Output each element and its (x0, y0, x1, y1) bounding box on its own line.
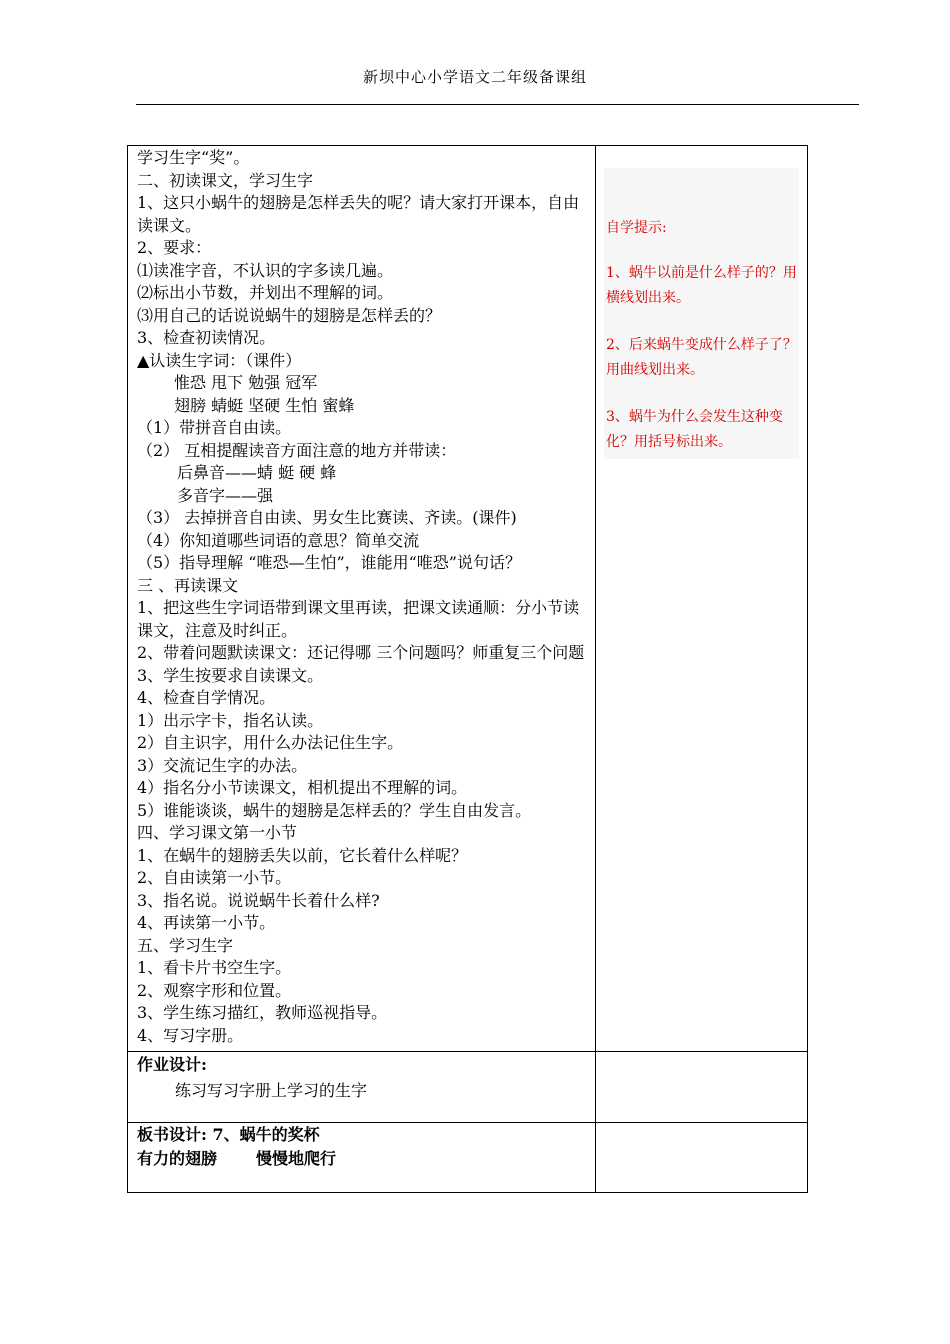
lesson-line: 2、要求： (137, 238, 212, 257)
lesson-line: （2） 互相提醒读音方面注意的地方并带读： (137, 440, 457, 460)
lesson-plan-table (127, 145, 808, 1193)
lesson-line: （5）指导理解 “唯恐—生怕”，谁能用“唯恐”说句话？ (137, 553, 521, 572)
lesson-line: （3） 去掉拼音自由读、男女生比赛读、齐读。(课件) (137, 508, 517, 527)
page-header-title: 新坝中心小学语文二年级备课组 (362, 68, 587, 86)
lesson-line: ⑴读准字音，不认识的字多读几遍。 (137, 260, 394, 280)
lesson-line: 4）指名分小节读课文，相机提出不理解的词。 (137, 778, 468, 797)
hint-title: 自学提示: (606, 220, 667, 236)
lesson-line: 学习生字“奖”。 (137, 148, 250, 167)
lesson-line: ⑵标出小节数，并划出不理解的词。 (137, 283, 394, 302)
lesson-line: ▲认读生字词：（课件） (137, 350, 302, 370)
homework-content: 练习写习字册上学习的生字 (175, 1081, 368, 1100)
lesson-line: 2、带着问题默读课文：还记得哪 三个问题吗？师重复三个问题 (137, 643, 585, 662)
hint-item: 2、后来蜗牛变成什么样子了？用曲线划出来。 (606, 337, 797, 378)
lesson-line: 多音字——强 (177, 485, 274, 505)
lesson-line: 1、这只小蜗牛的翅膀是怎样丢失的呢？请大家打开课本，自由读课文。 (137, 193, 580, 235)
lesson-line: 4、检查自学情况。 (137, 688, 276, 707)
self-study-hints (604, 168, 799, 459)
hint-cell (596, 146, 808, 1052)
lesson-line: 5）谁能谈谈，蜗牛的翅膀是怎样丢的？学生自由发言。 (137, 800, 532, 820)
lesson-line: 五、学习生字 (137, 935, 234, 955)
lesson-line: 三 、再读课文 (137, 575, 239, 595)
lesson-line: 3、指名说。说说蜗牛长着什么样? (137, 890, 380, 910)
board-title: 板书设计: 7、蜗牛的奖杯 (137, 1125, 320, 1144)
lesson-line: 1）出示字卡，指名认读。 (137, 710, 324, 730)
lesson-line: 四、学习课文第一小节 (137, 823, 298, 842)
lesson-line: 二、初读课文，学习生字 (137, 170, 314, 190)
homework-label: 作业设计: (137, 1055, 207, 1074)
hint-item: 1、蜗牛以前是什么样子的？用横线划出来。 (606, 265, 797, 306)
lesson-line: 惟恐 甩下 勉强 冠军 (174, 373, 318, 392)
lesson-line: 1、把这些生字词语带到课文里再读，把课文读通顺：分小节读课文，注意及时纠正。 (137, 598, 580, 640)
lesson-line: 3、检查初读情况。 (137, 328, 276, 347)
lesson-line: 2、观察字形和位置。 (137, 980, 292, 1000)
homework-cell (128, 1052, 596, 1123)
lesson-line: （1）带拼音自由读。 (137, 418, 292, 437)
lesson-line: 1、看卡片书空生字。 (137, 958, 292, 977)
lesson-lines (128, 146, 595, 1051)
lesson-line: 3）交流记生字的办法。 (137, 755, 308, 775)
lesson-row (128, 146, 808, 1052)
homework-row (128, 1052, 808, 1123)
lesson-line: 3、学生练习描红，教师巡视指导。 (137, 1003, 388, 1022)
lesson-line: ⑶用自己的话说说蜗牛的翅膀是怎样丢的？ (137, 305, 442, 325)
lesson-line: 2、自由读第一小节。 (137, 868, 292, 887)
lesson-line: （4）你知道哪些词语的意思？简单交流 (137, 530, 420, 550)
hint-item: 3、蜗牛为什么会发生这种变化？用括号标出来。 (606, 409, 783, 450)
board-content: 有力的翅膀 慢慢地爬行 (137, 1149, 336, 1168)
lesson-line: 1、在蜗牛的翅膀丢失以前，它长着什么样呢？ (137, 845, 468, 865)
lesson-line: 3、学生按要求自读课文。 (137, 665, 324, 685)
lesson-line: 翅膀 蜻蜓 坚硬 生怕 蜜蜂 (174, 395, 355, 415)
lesson-line: 4、再读第一小节。 (137, 913, 276, 932)
lesson-line: 2）自主识字，用什么办法记住生字。 (137, 733, 404, 752)
homework-notes-cell (596, 1052, 808, 1123)
board-row (128, 1123, 808, 1193)
board-notes-cell (596, 1123, 808, 1193)
lesson-line: 4、写习字册。 (137, 1025, 244, 1045)
board-design-cell (128, 1123, 596, 1193)
lesson-line: 后鼻音——蜻 蜓 硬 蜂 (177, 463, 337, 482)
lesson-content-cell (128, 146, 596, 1052)
header-rule (136, 104, 859, 105)
